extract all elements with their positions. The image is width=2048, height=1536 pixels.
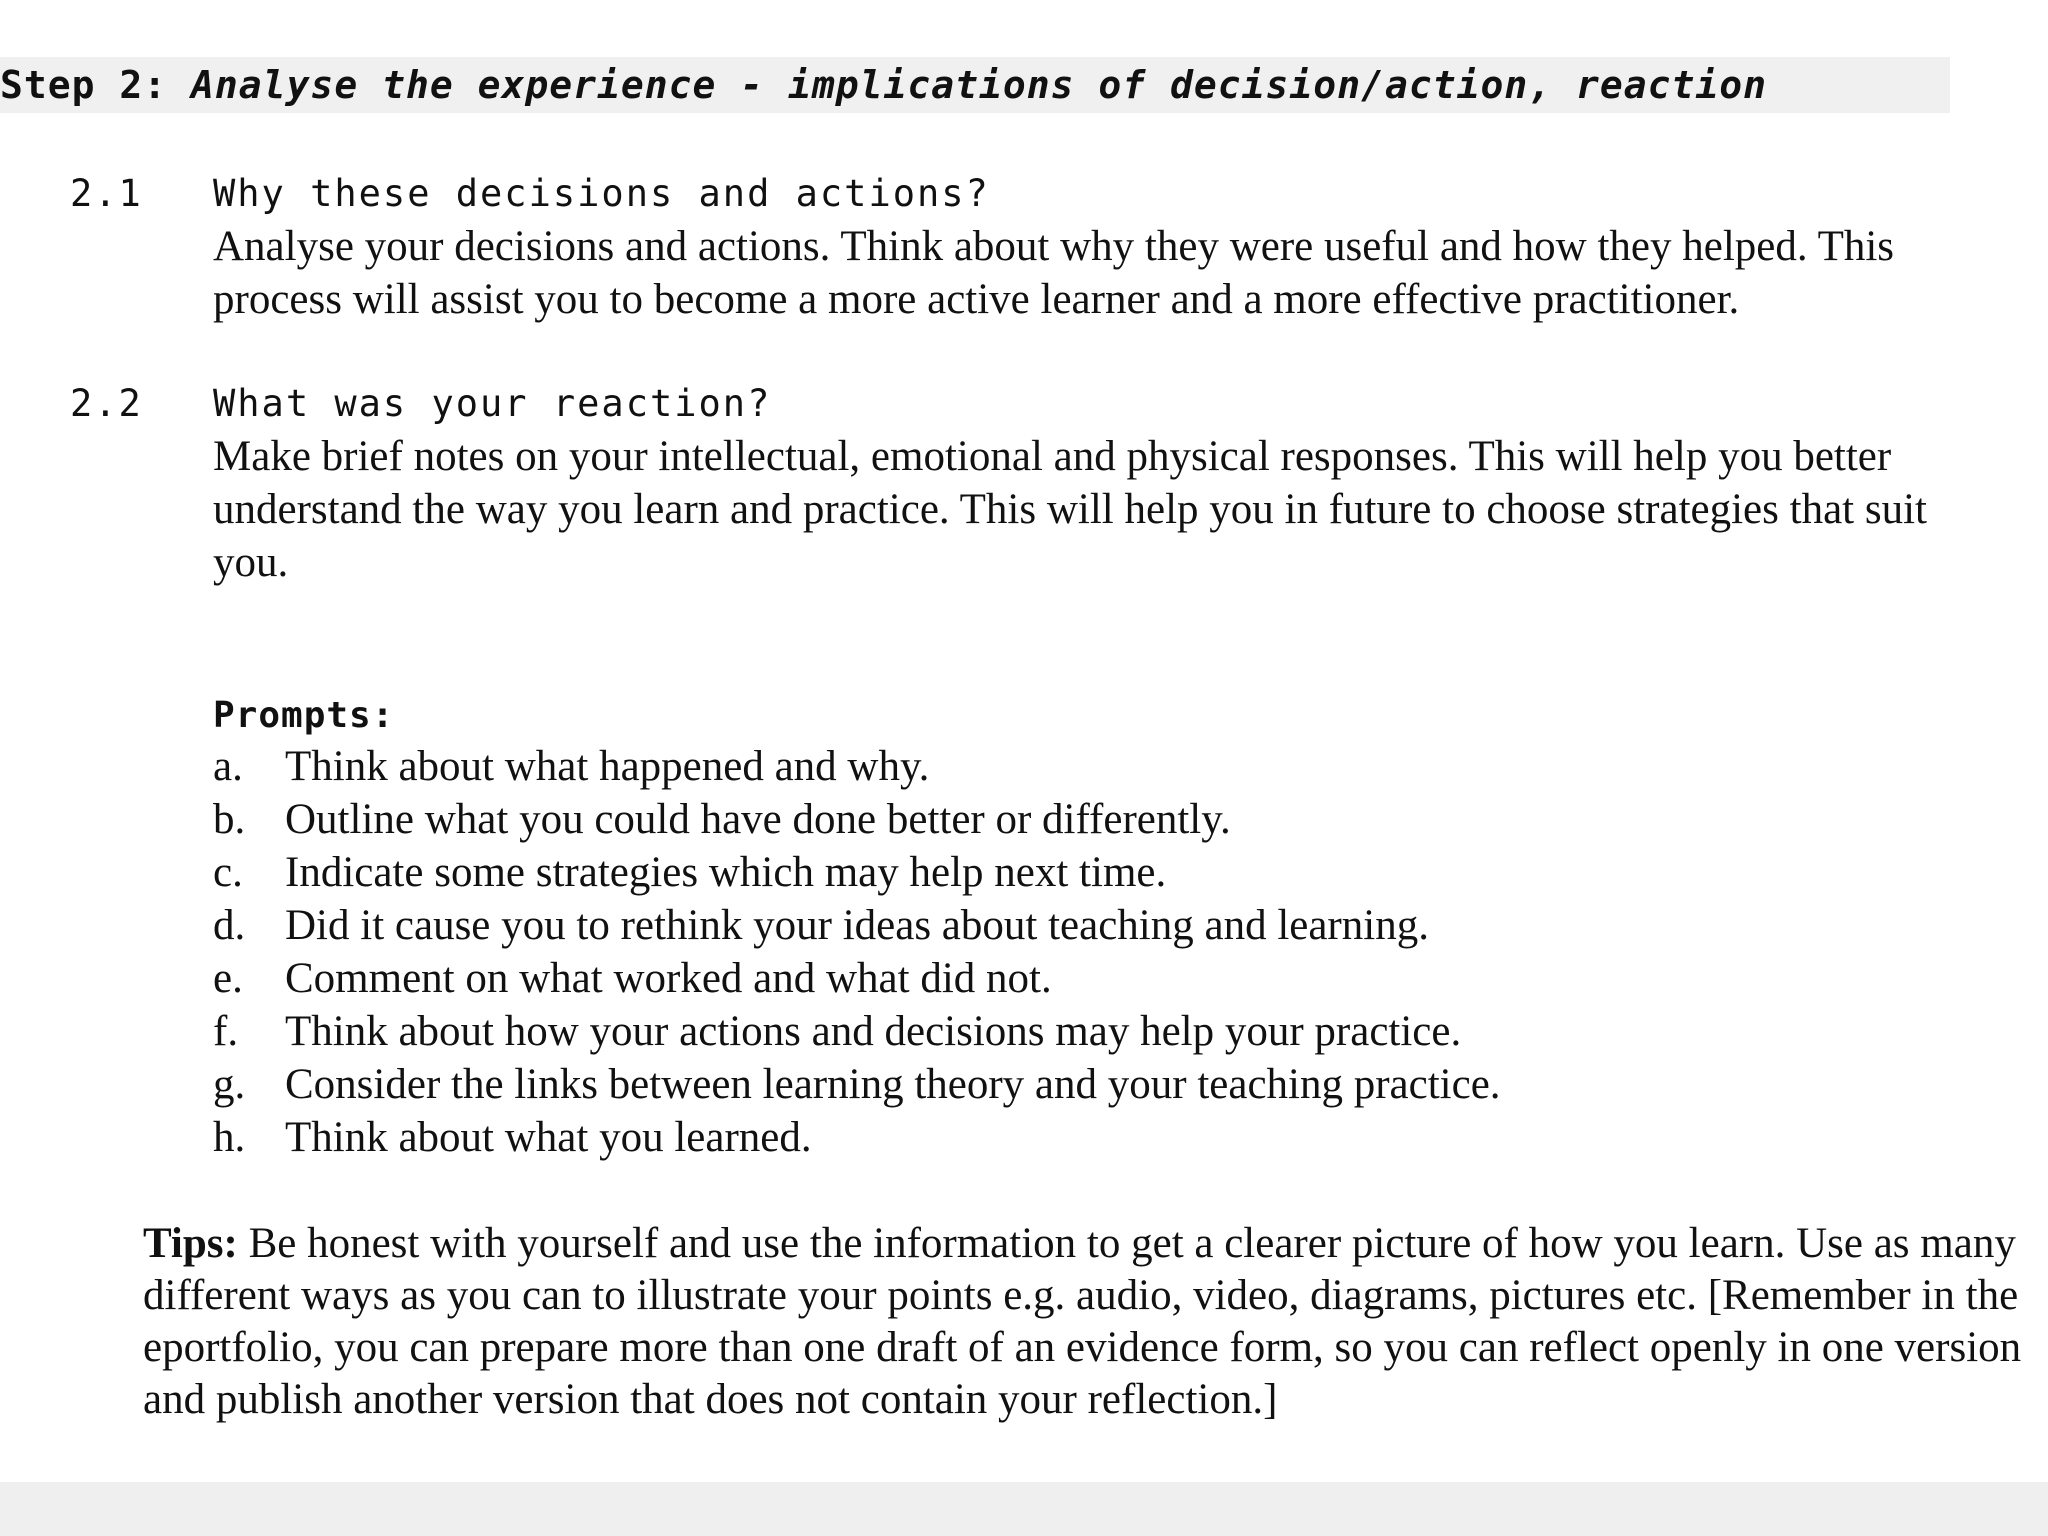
list-item xyxy=(213,899,1501,952)
prompt-text: Think about what you learned. xyxy=(285,1114,812,1161)
prompt-letter: e. xyxy=(213,955,243,1002)
section-body: Analyse your decisions and actions. Think about why they were useful and how they helped. This process will assist you to become a more active learner and a more effective practitioner. xyxy=(213,223,1895,323)
list-item xyxy=(213,740,1501,793)
prompt-letter: a. xyxy=(213,743,243,790)
footer-band xyxy=(0,1482,2048,1536)
prompt-letter: b. xyxy=(213,796,246,843)
tips-text: Be honest with yourself and use the information to get a clearer picture of how you learn. Use as many different ways as you can to illustrate your points e.g. audio, video, diagrams, pictures etc. [Remember in the eportfolio, you can prepare more than one draft of an evidence form, so you can reflect openly in one version and publish another version that does not contain your reflection.] xyxy=(143,1220,2022,1423)
tips-paragraph xyxy=(143,1218,2048,1426)
section-number: 2.1 xyxy=(70,172,143,215)
step-label: Step 2: xyxy=(0,63,168,107)
prompt-letter: d. xyxy=(213,902,246,949)
list-item xyxy=(213,1058,1501,1111)
prompt-text: Think about how your actions and decisions may help your practice. xyxy=(285,1008,1462,1055)
section-body: Make brief notes on your intellectual, emotional and physical responses. This will help you better understand the way you learn and practice. This will help you in future to choose strategies that suit you. xyxy=(213,433,1927,586)
list-item xyxy=(213,846,1501,899)
step-title: Analyse the experience - implications of decision/action, reaction xyxy=(191,63,1767,107)
prompt-text: Comment on what worked and what did not. xyxy=(285,955,1052,1002)
section-heading: What was your reaction? xyxy=(213,382,772,425)
prompt-letter: c. xyxy=(213,849,243,896)
prompt-text: Outline what you could have done better or differently. xyxy=(285,796,1231,843)
step-header xyxy=(0,57,1950,113)
section-heading: Why these decisions and actions? xyxy=(213,172,990,215)
list-item xyxy=(213,1005,1501,1058)
prompt-text: Think about what happened and why. xyxy=(285,743,930,790)
prompt-letter: f. xyxy=(213,1008,239,1055)
section-number: 2.2 xyxy=(70,382,143,425)
prompt-text: Indicate some strategies which may help next time. xyxy=(285,849,1167,896)
prompts-title: Prompts: xyxy=(213,695,395,736)
list-item xyxy=(213,1111,1501,1164)
prompt-text: Consider the links between learning theory and your teaching practice. xyxy=(285,1061,1501,1108)
list-item xyxy=(213,793,1501,846)
list-item xyxy=(213,952,1501,1005)
tips-label: Tips: xyxy=(143,1220,238,1267)
prompt-letter: g. xyxy=(213,1061,246,1108)
prompt-text: Did it cause you to rethink your ideas about teaching and learning. xyxy=(285,902,1429,949)
prompt-list xyxy=(213,740,1501,1164)
prompt-letter: h. xyxy=(213,1114,246,1161)
